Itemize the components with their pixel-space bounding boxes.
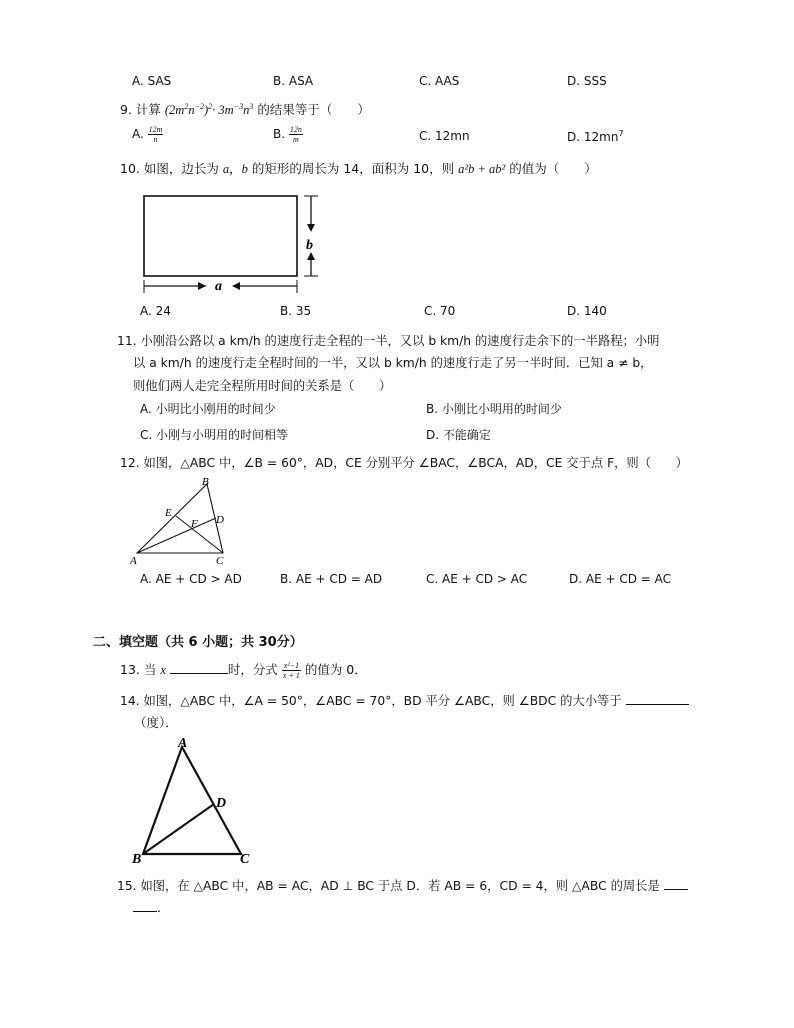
q12-option-a: A. AE + CD > AD — [140, 572, 242, 586]
q8-option-d: D. SSS — [567, 74, 607, 88]
q11-line-3: 则他们两人走完全程所用时间的关系是（ ） — [133, 379, 392, 393]
triangle-abc — [143, 747, 241, 854]
label-b: B — [132, 852, 142, 865]
q14-line-2: （度）． — [134, 715, 178, 730]
q8-option-c: C. AAS — [419, 74, 460, 88]
label-c: C — [240, 852, 250, 865]
label-d: D — [216, 796, 227, 811]
q9-option-c: C. 12mn — [419, 129, 470, 143]
label-a: A — [178, 736, 188, 751]
q8-option-b: B. ASA — [273, 74, 314, 88]
q11-line-2: 以 a km/h 的速度行走全程时间的一半，又以 b km/h 的速度行走了另一半时间．已知 a ≠ b， — [133, 356, 653, 370]
label-b: B — [202, 476, 209, 488]
section-heading: 二、填空题（共 6 小题；共 30分） — [93, 635, 303, 650]
q9-option-a: A. $\frac{12m}{n}$ — [132, 125, 163, 144]
label-d: D — [216, 514, 224, 526]
label-c: C — [216, 555, 224, 567]
label-f: F — [191, 518, 198, 530]
q14-triangle-figure — [128, 735, 258, 865]
q10-option-c: C. 70 — [424, 304, 456, 318]
a-arrowhead-left — [232, 282, 240, 290]
b-arrowhead-down — [307, 224, 315, 232]
q12-stem: 12. 如图，△ABC 中，∠B = 60°，AD，CE 分别平分 ∠BAC，∠BCA，AD，CE 交于点 F，则（ ） — [120, 456, 688, 470]
a-arrowhead-right — [198, 282, 206, 290]
q15-line-2: ． — [133, 898, 170, 916]
segment-ad — [137, 518, 216, 553]
label-a: A — [130, 555, 137, 567]
q11-line-1: 11. 小刚沿公路以 a km/h 的速度行走全程的一半，又以 b km/h 的速度行走余下的一半路程；小明 — [117, 334, 660, 348]
q10-option-a: A. 24 — [140, 304, 171, 318]
q9-expression: $(2m^2n^{-2})^2\cdot 3m^{-3}n^3$ — [164, 101, 254, 117]
rectangle — [144, 196, 297, 276]
q8-option-a: A. SAS — [132, 74, 172, 88]
q9-option-d: D. $12mn^7$ — [567, 129, 624, 144]
q13-stem: 13. 当 x 时，分式 $\frac{\text{x²−1}}{x + 1}$ 的值为 0． — [120, 661, 367, 680]
label-a: a — [215, 279, 222, 294]
q11-option-b: B. 小刚比小明用的时间少 — [426, 402, 562, 416]
q12-option-d: D. AE + CD = AC — [569, 572, 672, 586]
segment-bd — [143, 804, 214, 854]
q12-option-c: C. AE + CD > AC — [426, 572, 528, 586]
q14-answer-blank[interactable] — [626, 692, 689, 705]
q15-answer-blank-part1[interactable] — [664, 877, 688, 890]
q9-option-b: B. $\frac{12n}{m}$ — [273, 125, 302, 144]
q10-option-b: B. 35 — [280, 304, 312, 318]
q14-line-1: 14. 如图，△ABC 中，∠A = 50°，∠ABC = 70°，BD 平分 ∠ABC，则 ∠BDC 的大小等于 — [120, 691, 689, 709]
q9-prefix: 9. 计算 — [120, 102, 161, 117]
label-e: E — [165, 507, 172, 519]
label-b: b — [306, 238, 313, 253]
q13-answer-blank[interactable] — [170, 661, 228, 674]
q11-option-c: C. 小刚与小明用的时间相等 — [140, 428, 289, 442]
q9-suffix: 的结果等于（ ） — [257, 102, 370, 117]
q12-triangle-figure — [125, 472, 235, 567]
b-arrowhead-up — [307, 252, 315, 260]
q10-stem: 10. 如图，边长为 a，b 的矩形的周长为 14，面积为 10，则 a²b + ab² 的值为（ ） — [120, 161, 597, 176]
q11-option-a: A. 小明比小刚用的时间少 — [140, 402, 276, 416]
q11-option-d: D. 不能确定 — [426, 428, 491, 442]
q9-stem — [120, 100, 370, 118]
q15-line-1: 15. 如图，在 △ABC 中，AB = AC，AD ⊥ BC 于点 D．若 AB = 6，CD = 4，则 △ABC 的周长是 — [117, 876, 688, 894]
q10-rectangle-figure — [138, 190, 323, 295]
q10-option-d: D. 140 — [567, 304, 607, 318]
q15-answer-blank-part2[interactable] — [133, 899, 157, 912]
q12-option-b: B. AE + CD = AD — [280, 572, 383, 586]
